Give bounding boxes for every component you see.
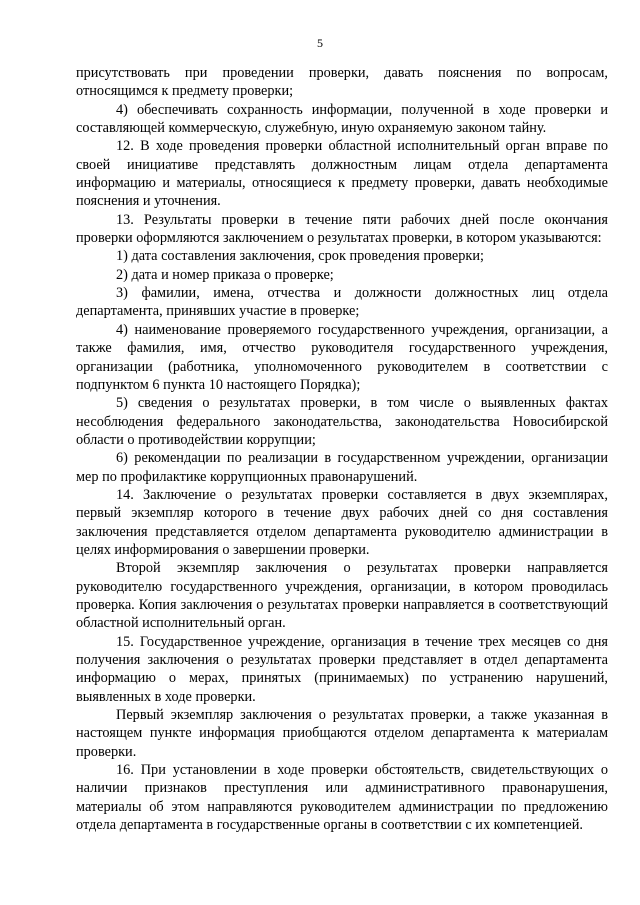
paragraph-clause-13: 13. Результаты проверки в течение пяти рабочих дней после окончания проверки оформляются заключением о результатах проверки, в котором указываются:: [76, 211, 608, 247]
paragraph-clause-15: 15. Государственное учреждение, организация в течение трех месяцев со дня получения заключения о результатах проверки представляет в отдел департамента информацию о мерах, принятых (принимаемых) по устранению нарушений, выявленных в ходе проверки.: [76, 633, 608, 705]
paragraph-item-4: 4) наименование проверяемого государственного учреждения, организации, а также фамилия, имя, отчество руководителя государственного учреждения, организации (работника, уполномоченного руководителем в соответствии с подпунктом 6 пункта 10 настоящего Порядка);: [76, 321, 608, 393]
paragraph-clause-16: 16. При установлении в ходе проверки обстоятельств, свидетельствующих о наличии признаков преступления или административного правонарушения, материалы об этом направляются руководителем администрации по предложению отдела департамента в государственные органы в соответствии с их компетенцией.: [76, 762, 608, 834]
paragraph-item-5: 5) сведения о результатах проверки, в том числе о выявленных фактах несоблюдения федерального законодательства, законодательства Новосибирской области о противодействии коррупции;: [76, 395, 608, 448]
paragraph-item-2: 2) дата и номер приказа о проверке;: [116, 266, 334, 283]
paragraph-clause-12: 12. В ходе проведения проверки областной исполнительный орган вправе по своей инициативе представлять должностным лицам отдела департамента информацию и материалы, относящиеся к предмету проверки, давать необходимые пояснения и уточнения.: [76, 138, 608, 210]
paragraph-item-6: 6) рекомендации по реализации в государственном учреждении, организации мер по профилактике коррупционных правонарушений.: [76, 450, 608, 485]
paragraph-item-4-confidentiality: 4) обеспечивать сохранность информации, полученной в ходе проверки и составляющей коммерческую, служебную, иную охраняемую законом тайну.: [76, 101, 608, 137]
paragraph-clause-14: 14. Заключение о результатах проверки составляется в двух экземплярах, первый экземпляр которого в течение двух рабочих дней со дня составления заключения представляется отделом департамента руководителю администрации в целях информирования о завершении проверки.: [76, 486, 608, 558]
document-body: [76, 64, 608, 834]
page-number: 5: [317, 36, 323, 50]
paragraph-continuation: присутствовать при проведении проверки, давать пояснения по вопросам, относящимся к предмету проверки;: [76, 65, 608, 100]
paragraph-item-1: 1) дата составления заключения, срок проведения проверки;: [116, 248, 484, 265]
paragraph-first-copy: Первый экземпляр заключения о результатах проверки, а также указанная в настоящем пункте информация приобщаются отделом департамента к материалам проверки.: [76, 707, 608, 760]
paragraph-item-3: 3) фамилии, имена, отчества и должности должностных лиц отдела департамента, принявших участие в проверке;: [76, 285, 608, 320]
paragraph-second-copy: Второй экземпляр заключения о результатах проверки направляется руководителю государственного учреждения, организации, в котором проводилась проверка. Копия заключения о результатах проверки направляется в соответствующий областной исполнительный орган.: [76, 560, 608, 632]
